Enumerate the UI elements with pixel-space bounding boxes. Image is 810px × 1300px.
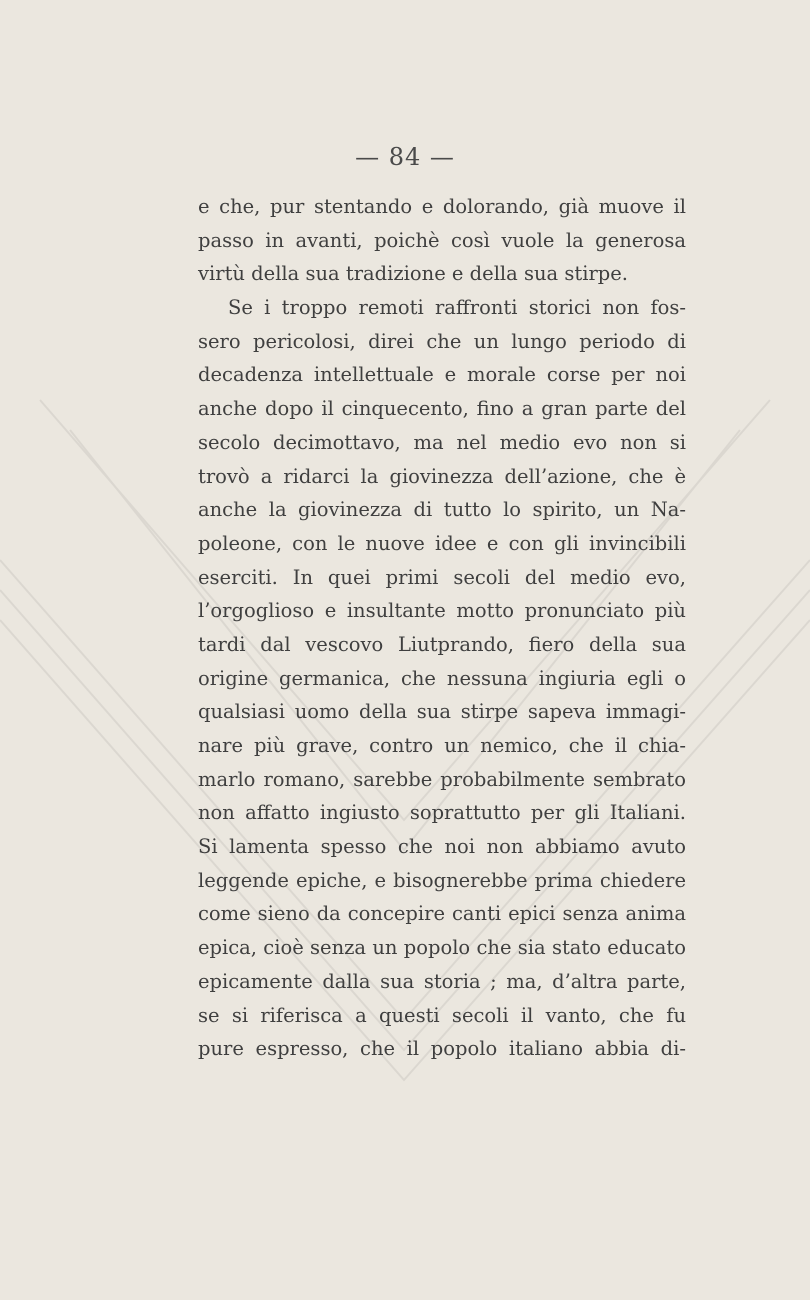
body-text — [198, 190, 686, 1066]
text-line: eserciti. In quei primi secoli del medio evo, — [198, 565, 686, 589]
text-line: epicamente dalla sua storia ; ma, d’altra parte, — [198, 969, 686, 993]
text-line: Se i troppo remoti raffronti storici non fos- — [228, 296, 686, 320]
text-line: marlo romano, sarebbe probabilmente sembrato — [198, 767, 686, 791]
text-line: Si lamenta spesso che noi non abbiamo avuto — [198, 835, 686, 859]
text-line: anche la giovinezza di tutto lo spirito, un Na- — [198, 498, 686, 522]
text-line: qualsiasi uomo della sua stirpe sapeva immagi- — [198, 700, 686, 724]
text-line: l’orgoglioso e insultante motto pronunciato più — [198, 599, 686, 623]
text-line: decadenza intellettuale e morale corse per noi — [198, 363, 686, 387]
text-line: origine germanica, che nessuna ingiuria egli o — [198, 666, 686, 690]
text-line: leggende epiche, e bisognerebbe prima chiedere — [198, 868, 686, 892]
text-line: epica, cioè senza un popolo che sia stato educato — [198, 936, 686, 960]
text-line: pure espresso, che il popolo italiano abbia di- — [198, 1037, 686, 1061]
text-line: poleone, con le nuove idee e con gli invincibili — [198, 531, 686, 555]
text-line: secolo decimottavo, ma nel medio evo non si — [198, 430, 686, 454]
text-line: trovò a ridarci la giovinezza dell’azione, che è — [198, 464, 686, 488]
text-line: virtù della sua tradizione e della sua stirpe. — [198, 262, 628, 286]
text-line: come sieno da concepire canti epici senza anima — [198, 902, 686, 926]
text-line: e che, pur stentando e dolorando, già muove il — [198, 195, 686, 218]
text-line: anche dopo il cinquecento, fino a gran parte del — [198, 397, 686, 421]
text-line: non affatto ingiusto soprattutto per gli Italiani. — [198, 801, 686, 825]
text-line: tardi dal vescovo Liutprando, fiero della sua — [198, 632, 686, 656]
text-line: passo in avanti, poichè così vuole la generosa — [198, 228, 686, 252]
text-line: se si riferisca a questi secoli il vanto, che fu — [198, 1003, 686, 1027]
page-number: — 84 — — [355, 143, 455, 171]
text-line: sero pericolosi, direi che un lungo periodo di — [198, 329, 686, 353]
text-line: nare più grave, contro un nemico, che il chia- — [198, 734, 686, 757]
